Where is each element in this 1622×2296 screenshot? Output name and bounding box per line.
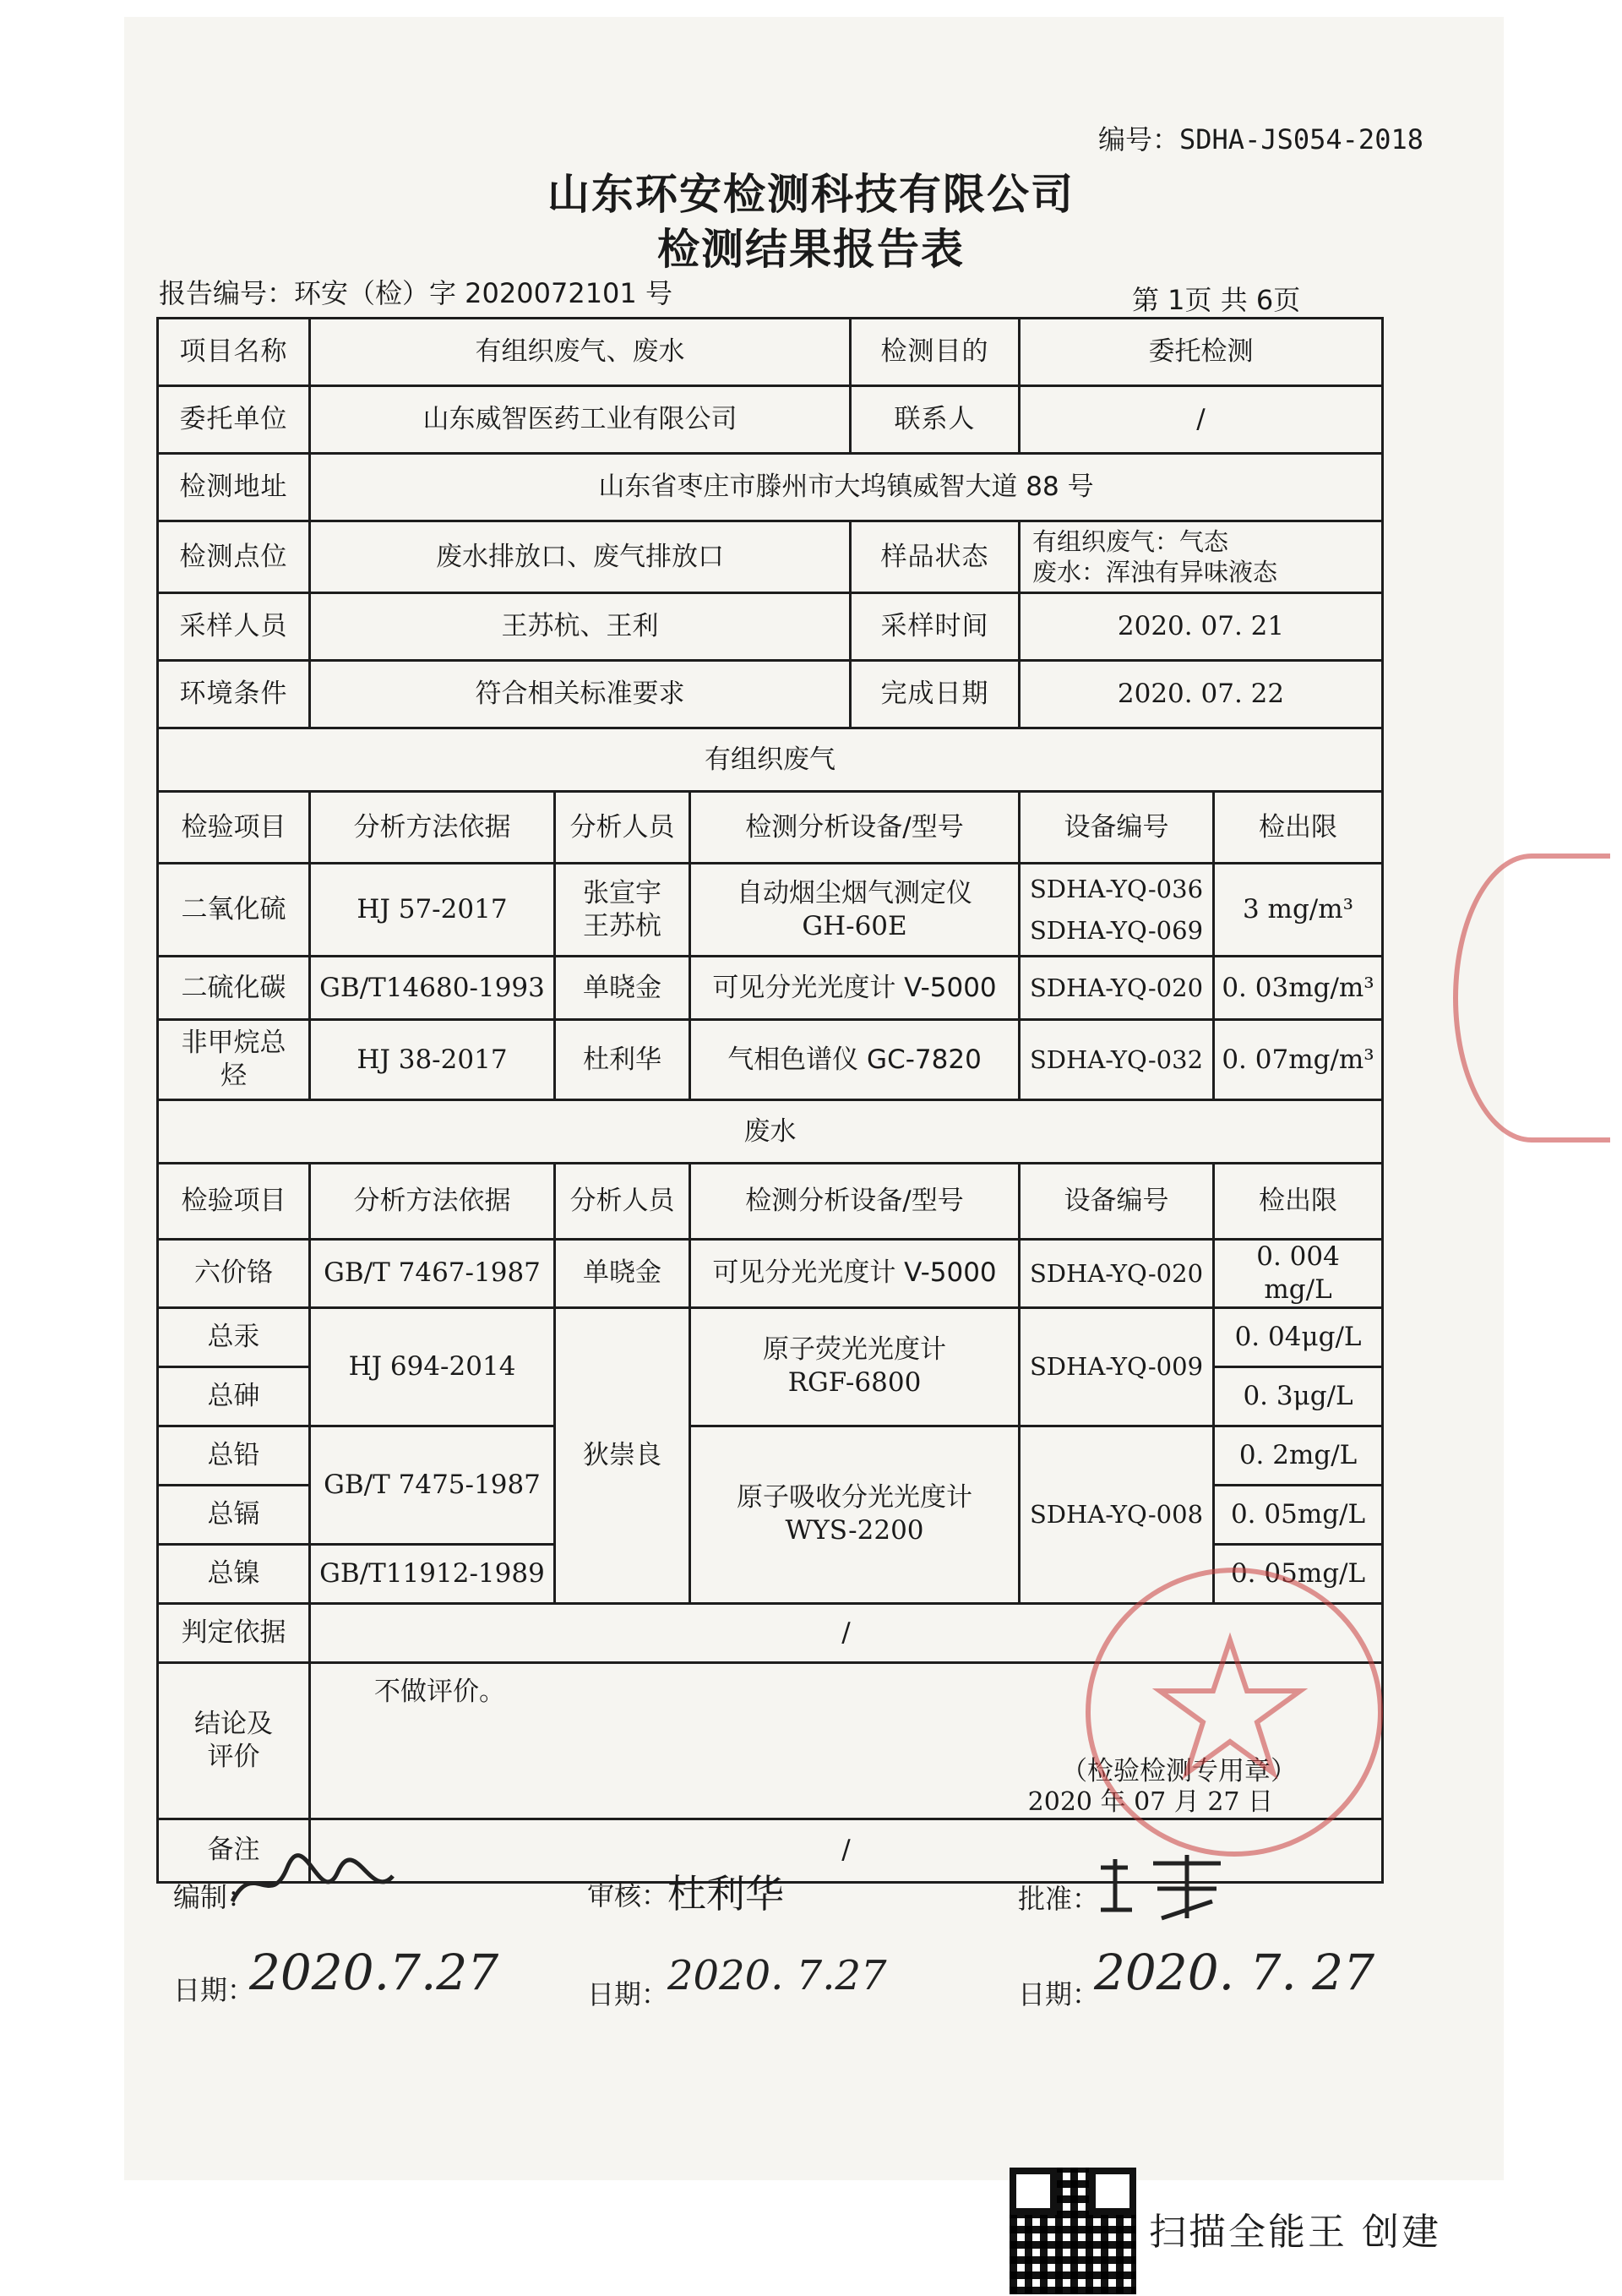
sample-state-gas: 有组织废气：气态: [1032, 526, 1229, 556]
water-staff-shared: 狄崇良: [555, 1307, 690, 1603]
water-limit-ni: 0. 05mg/L: [1214, 1544, 1383, 1603]
water-header-staff: 分析人员: [555, 1164, 690, 1240]
gas-header-item: 检验项目: [158, 792, 310, 864]
water-device-aas: 原子吸收分光光度计 WYS-2200: [690, 1426, 1020, 1603]
gas-staff: 杜利华: [555, 1020, 690, 1100]
water-header-item: 检验项目: [158, 1164, 310, 1240]
gas-device: 气相色谱仪 GC-7820: [690, 1020, 1020, 1100]
water-device: 可见分光光度计 V-5000: [690, 1240, 1020, 1308]
points: 废水排放口、废气排放口: [310, 521, 851, 593]
page-info: 第 1页 共 6页: [1132, 284, 1301, 316]
report-number: 报告编号：环安（检）字 2020072101 号: [159, 277, 672, 309]
sample-state: [1020, 521, 1383, 593]
sampler-label: 采样人员: [158, 593, 310, 661]
gas-limit: 0. 07mg/m³: [1214, 1020, 1383, 1100]
gas-code: SDHA-YQ-032: [1020, 1020, 1214, 1100]
gas-item: 二硫化碳: [158, 957, 310, 1020]
gas-item: 二氧化硫: [158, 864, 310, 957]
water-code-afs: SDHA-YQ-009: [1020, 1307, 1214, 1426]
water-device-afs: 原子荧光光度计 RGF-6800: [690, 1307, 1020, 1426]
water-limit: 0. 004 mg/L: [1214, 1240, 1383, 1308]
gas-device: 自动烟尘烟气测定仪 GH-60E: [690, 864, 1020, 957]
table-row: [158, 1240, 1383, 1308]
gas-method: HJ 38-2017: [310, 1020, 555, 1100]
water-item-as: 总砷: [158, 1366, 310, 1426]
water-header-method: 分析方法依据: [310, 1164, 555, 1240]
env-label: 环境条件: [158, 661, 310, 728]
water-method: GB/T 7467-1987: [310, 1240, 555, 1308]
gas-header-code: 设备编号: [1020, 792, 1214, 864]
stamp-date: 2020 年 07 月 27 日: [1027, 1786, 1274, 1817]
points-label: 检测点位: [158, 521, 310, 593]
sampler: 王苏杭、王利: [310, 593, 851, 661]
finish-label: 完成日期: [851, 661, 1020, 728]
company-name: 山东环安检测科技有限公司: [547, 169, 1075, 219]
gas-staff: 张宣宇 王苏杭: [555, 864, 690, 957]
table-row: [158, 1307, 1383, 1366]
table-row: [158, 1020, 1383, 1100]
remark: /: [310, 1819, 1383, 1882]
water-limit-as: 0. 3μg/L: [1214, 1366, 1383, 1426]
gas-limit: 3 mg/m³: [1214, 864, 1383, 957]
purpose: 委托检测: [1020, 319, 1383, 386]
date-1: 2020.7.27: [249, 1944, 499, 2001]
project-name: 有组织废气、废水: [310, 319, 851, 386]
date-label-1: 日期：: [173, 1974, 255, 2006]
gas-method: GB/T14680-1993: [310, 957, 555, 1020]
client-label: 委托单位: [158, 386, 310, 454]
conclusion: 不做评价。: [374, 1676, 505, 1707]
remark-label: 备注: [158, 1819, 310, 1882]
client: 山东威智医药工业有限公司: [310, 386, 851, 454]
approved-label: 批准：: [1018, 1883, 1100, 1915]
approved-signature: [1094, 1851, 1229, 1934]
water-item-pb: 总铅: [158, 1426, 310, 1485]
gas-staff: 单晓金: [555, 957, 690, 1020]
gas-header-staff: 分析人员: [555, 792, 690, 864]
gas-method: HJ 57-2017: [310, 864, 555, 957]
table-row: [158, 957, 1383, 1020]
purpose-label: 检测目的: [851, 319, 1020, 386]
water-header-device: 检测分析设备/型号: [690, 1164, 1020, 1240]
sampling-time: 2020. 07. 21: [1020, 593, 1383, 661]
gas-code: SDHA-YQ-036 SDHA-YQ-069: [1020, 864, 1214, 957]
gas-section-title: 有组织废气: [158, 728, 1383, 792]
date-2: 2020. 7.27: [667, 1952, 887, 1999]
water-limit-pb: 0. 2mg/L: [1214, 1426, 1383, 1485]
qr-code-icon: [1010, 2168, 1136, 2294]
table-row: [158, 864, 1383, 957]
water-item-cd: 总镉: [158, 1485, 310, 1544]
water-item: 六价铬: [158, 1240, 310, 1308]
gas-header-limit: 检出限: [1214, 792, 1383, 864]
basis-label: 判定依据: [158, 1603, 310, 1662]
gas-device: 可见分光光度计 V-5000: [690, 957, 1020, 1020]
date-3: 2020. 7. 27: [1094, 1944, 1375, 2001]
water-method-pb-cd: GB/T 7475-1987: [310, 1426, 555, 1544]
conclusion-label: 结论及 评价: [158, 1662, 310, 1819]
info-table: [156, 317, 1384, 729]
scanner-watermark: 扫描全能王 创建: [1149, 2211, 1441, 2254]
water-limit-hg: 0. 04μg/L: [1214, 1307, 1383, 1366]
date-label-2: 日期：: [587, 1978, 669, 2010]
address: 山东省枣庄市滕州市大坞镇威智大道 88 号: [310, 454, 1383, 521]
table-row: [158, 1426, 1383, 1485]
address-label: 检测地址: [158, 454, 310, 521]
sampling-time-label: 采样时间: [851, 593, 1020, 661]
compiled-label: 编制：: [173, 1881, 255, 1913]
water-code-aas: SDHA-YQ-008: [1020, 1426, 1214, 1603]
water-method-ni: GB/T11912-1989: [310, 1544, 555, 1603]
contact: /: [1020, 386, 1383, 454]
report-title: 检测结果报告表: [657, 224, 965, 274]
date-label-3: 日期：: [1018, 1978, 1100, 2010]
basis: /: [310, 1603, 1383, 1662]
stamp-note: （检验检测专用章）: [1061, 1755, 1298, 1786]
water-limit-cd: 0. 05mg/L: [1214, 1485, 1383, 1544]
finish-date: 2020. 07. 22: [1020, 661, 1383, 728]
water-staff: 单晓金: [555, 1240, 690, 1308]
water-item-ni: 总镍: [158, 1544, 310, 1603]
seam-seal: [1453, 854, 1610, 1143]
reviewed-name: 杜利华: [667, 1871, 784, 1917]
project-name-label: 项目名称: [158, 319, 310, 386]
water-code: SDHA-YQ-020: [1020, 1240, 1214, 1308]
gas-header-method: 分析方法依据: [310, 792, 555, 864]
compiled-signature: [228, 1851, 397, 1930]
env: 符合相关标准要求: [310, 661, 851, 728]
water-header-code: 设备编号: [1020, 1164, 1214, 1240]
seal-star-icon: [1091, 1573, 1369, 1843]
sample-state-water: 废水：浑浊有异味液态: [1032, 558, 1278, 586]
official-seal: [1086, 1568, 1383, 1857]
water-header-limit: 检出限: [1214, 1164, 1383, 1240]
sample-state-label: 样品状态: [851, 521, 1020, 593]
gas-item: 非甲烷总 烃: [158, 1020, 310, 1100]
water-method-hg-as: HJ 694-2014: [310, 1307, 555, 1426]
gas-header-device: 检测分析设备/型号: [690, 792, 1020, 864]
water-section-title: 废水: [158, 1100, 1383, 1164]
contact-label: 联系人: [851, 386, 1020, 454]
gas-limit: 0. 03mg/m³: [1214, 957, 1383, 1020]
reviewed-label: 审核：: [587, 1879, 669, 1912]
document-number: 编号：SDHA-JS054-2018: [1098, 123, 1423, 155]
gas-code: SDHA-YQ-020: [1020, 957, 1214, 1020]
water-item-hg: 总汞: [158, 1307, 310, 1366]
